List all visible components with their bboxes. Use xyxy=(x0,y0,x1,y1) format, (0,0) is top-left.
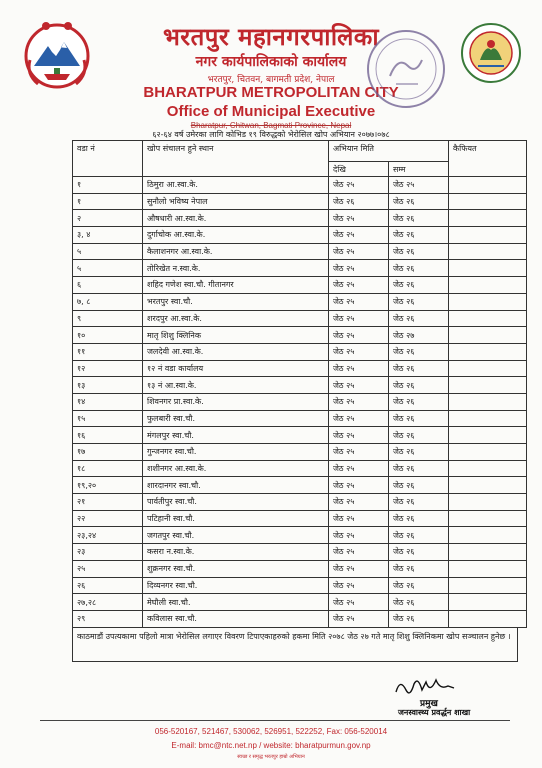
table-header-row xyxy=(73,141,527,162)
vaccination-schedule-table xyxy=(72,140,527,628)
cell-remarks xyxy=(449,277,527,294)
cell-to: जेठ २६ xyxy=(389,510,449,527)
signatory-department: जनस्वास्थ्य प्रवर्द्धन शाखा xyxy=(398,708,471,717)
cell-location: शारदानगर स्वा.चौ. xyxy=(143,477,329,494)
table-row xyxy=(73,227,527,244)
cell-location: भरतपुर स्वा.चौ. xyxy=(143,293,329,310)
cell-to: जेठ २६ xyxy=(389,444,449,461)
header-remarks: कैफियत xyxy=(449,141,527,177)
cell-ward: ७, ८ xyxy=(73,293,143,310)
address-nepali: भरतपुर, चितवन, बागमती प्रदेश, नेपाल xyxy=(207,75,335,85)
cell-from: जेठ २५ xyxy=(329,527,389,544)
cell-ward: २३,२४ xyxy=(73,527,143,544)
table-row xyxy=(73,510,527,527)
cell-from: जेठ २५ xyxy=(329,210,389,227)
cell-location: कसरा न.स्वा.के. xyxy=(143,544,329,561)
table-row xyxy=(73,594,527,611)
cell-to: जेठ २६ xyxy=(389,610,449,627)
cell-remarks xyxy=(449,510,527,527)
table-row xyxy=(73,393,527,410)
cell-ward: ११ xyxy=(73,343,143,360)
cell-from: जेठ २५ xyxy=(329,410,389,427)
cell-ward: १४ xyxy=(73,393,143,410)
cell-from: जेठ २५ xyxy=(329,343,389,360)
table-row xyxy=(73,527,527,544)
table-row xyxy=(73,177,527,194)
cell-location: दुर्गाचोक आ.स्वा.के. xyxy=(143,227,329,244)
cell-remarks xyxy=(449,594,527,611)
cell-from: जेठ २५ xyxy=(329,460,389,477)
cell-location: फुलबारी स्वा.चौ. xyxy=(143,410,329,427)
cell-ward: १ xyxy=(73,193,143,210)
cell-remarks xyxy=(449,544,527,561)
cell-to: जेठ २६ xyxy=(389,577,449,594)
cell-location: शिवनगर प्रा.स्वा.के. xyxy=(143,393,329,410)
table-row xyxy=(73,544,527,561)
cell-to: जेठ २६ xyxy=(389,544,449,561)
cell-location: शहिद गणेश स्वा.चौ. गीतानगर xyxy=(143,277,329,294)
table-row xyxy=(73,377,527,394)
cell-ward: १२ xyxy=(73,360,143,377)
cell-location: औषधारी आ.स्वा.के. xyxy=(143,210,329,227)
footer-email-website: E-mail: bmc@ntc.net.np / website: bharatpurmun.gov.np xyxy=(171,741,371,750)
cell-remarks xyxy=(449,227,527,244)
cell-location: १३ नं आ.स्वा.के. xyxy=(143,377,329,394)
cell-ward: १० xyxy=(73,327,143,344)
cell-location: १२ नं वडा कार्यालय xyxy=(143,360,329,377)
cell-location: तोरिखेत न.स्वा.के. xyxy=(143,260,329,277)
cell-remarks xyxy=(449,477,527,494)
cell-from: जेठ २५ xyxy=(329,310,389,327)
cell-from: जेठ २५ xyxy=(329,260,389,277)
address-english: Bharatpur, Chitwan, Bagmati Province, Nepal xyxy=(190,121,352,130)
cell-remarks xyxy=(449,177,527,194)
cell-to: जेठ २६ xyxy=(389,477,449,494)
cell-remarks xyxy=(449,577,527,594)
campaign-subtitle: ६२-६४ वर्ष उमेरका लागि कोभिड १९ विरुद्धको भेरोसिल खोप अभियान २०७७।०७८ xyxy=(152,130,390,139)
cell-to: जेठ २६ xyxy=(389,293,449,310)
cell-remarks xyxy=(449,427,527,444)
org-title-nepali: भरतपुर महानगरपालिका xyxy=(162,22,380,51)
table-row xyxy=(73,343,527,360)
cell-remarks xyxy=(449,243,527,260)
org-title-english: BHARATPUR METROPOLITAN CITY xyxy=(143,84,399,101)
cell-location: मातृ शिशु क्लिनिक xyxy=(143,327,329,344)
cell-to: जेठ २६ xyxy=(389,227,449,244)
cell-to: जेठ २६ xyxy=(389,393,449,410)
signatory-title: प्रमुख xyxy=(420,699,438,709)
cell-location: शशीनगर आ.स्वा.के. xyxy=(143,460,329,477)
table-row xyxy=(73,460,527,477)
table-row xyxy=(73,310,527,327)
cell-ward: २२ xyxy=(73,510,143,527)
cell-ward: ३, ४ xyxy=(73,227,143,244)
header-location: खोप संचालन हुने स्थान xyxy=(143,141,329,177)
office-title-english: Office of Municipal Executive xyxy=(166,103,376,120)
cell-remarks xyxy=(449,193,527,210)
cell-from: जेठ २५ xyxy=(329,560,389,577)
office-stamp-icon xyxy=(362,26,450,112)
cell-remarks xyxy=(449,310,527,327)
cell-ward: १८ xyxy=(73,460,143,477)
cell-to: जेठ २६ xyxy=(389,560,449,577)
cell-from: जेठ २५ xyxy=(329,360,389,377)
header-from: देखि xyxy=(329,162,389,177)
cell-remarks xyxy=(449,410,527,427)
table-row xyxy=(73,560,527,577)
cell-location: शुक्रनगर स्वा.चौ. xyxy=(143,560,329,577)
cell-from: जेठ २५ xyxy=(329,177,389,194)
table-row xyxy=(73,243,527,260)
cell-remarks xyxy=(449,527,527,544)
cell-location: कैलाशनगर आ.स्वा.के. xyxy=(143,243,329,260)
cell-to: जेठ २६ xyxy=(389,243,449,260)
cell-ward: ६ xyxy=(73,277,143,294)
cell-location: कविलास स्वा.चौ. xyxy=(143,610,329,627)
table-row xyxy=(73,577,527,594)
cell-location: जगतपुर स्वा.चौ. xyxy=(143,527,329,544)
cell-from: जेठ २६ xyxy=(329,193,389,210)
cell-ward: २३ xyxy=(73,544,143,561)
cell-ward: ५ xyxy=(73,243,143,260)
cell-to: जेठ २६ xyxy=(389,377,449,394)
table-row xyxy=(73,494,527,511)
cell-location: ठिमुरा आ.स्वा.के. xyxy=(143,177,329,194)
cell-location: मंगलपुर स्वा.चौ. xyxy=(143,427,329,444)
cell-from: जेठ २५ xyxy=(329,227,389,244)
cell-remarks xyxy=(449,210,527,227)
cell-remarks xyxy=(449,494,527,511)
metropolitan-seal-icon xyxy=(460,22,522,84)
cell-remarks xyxy=(449,343,527,360)
cell-location: पटिहानी स्वा.चौ. xyxy=(143,510,329,527)
cell-ward: २७,२८ xyxy=(73,594,143,611)
table-row xyxy=(73,360,527,377)
cell-ward: २५ xyxy=(73,560,143,577)
cell-remarks xyxy=(449,460,527,477)
cell-ward: ५ xyxy=(73,260,143,277)
table-row xyxy=(73,293,527,310)
cell-from: जेठ २५ xyxy=(329,510,389,527)
cell-location: दिव्यनगर स्वा.चौ. xyxy=(143,577,329,594)
cell-to: जेठ २७ xyxy=(389,327,449,344)
table-row xyxy=(73,610,527,627)
cell-ward: १३ xyxy=(73,377,143,394)
table-row xyxy=(73,477,527,494)
cell-to: जेठ २६ xyxy=(389,410,449,427)
cell-ward: १९,२० xyxy=(73,477,143,494)
cell-from: जेठ २५ xyxy=(329,477,389,494)
cell-from: जेठ २५ xyxy=(329,544,389,561)
table-row xyxy=(73,327,527,344)
table-row xyxy=(73,260,527,277)
header-date: अभियान मिति xyxy=(329,141,449,162)
office-title-nepali: नगर कार्यपालिकाको कार्यालय xyxy=(195,54,347,70)
cell-remarks xyxy=(449,377,527,394)
cell-remarks xyxy=(449,260,527,277)
cell-from: जेठ २५ xyxy=(329,377,389,394)
cell-remarks xyxy=(449,360,527,377)
cell-location: सुनौलो भविष्य नेपाल xyxy=(143,193,329,210)
cell-to: जेठ २५ xyxy=(389,177,449,194)
cell-ward: २६ xyxy=(73,577,143,594)
cell-from: जेठ २५ xyxy=(329,243,389,260)
cell-ward: २१ xyxy=(73,494,143,511)
cell-from: जेठ २५ xyxy=(329,393,389,410)
cell-to: जेठ २६ xyxy=(389,343,449,360)
header-to: सम्म xyxy=(389,162,449,177)
table-row xyxy=(73,277,527,294)
cell-from: जेठ २५ xyxy=(329,293,389,310)
cell-location: पार्वतीपुर स्वा.चौ. xyxy=(143,494,329,511)
cell-to: जेठ २६ xyxy=(389,260,449,277)
cell-from: जेठ २५ xyxy=(329,327,389,344)
cell-from: जेठ २५ xyxy=(329,277,389,294)
cell-location: जलदेवी आ.स्वा.के. xyxy=(143,343,329,360)
cell-remarks xyxy=(449,327,527,344)
cell-ward: १६ xyxy=(73,427,143,444)
cell-location: गुन्जनगर स्वा.चौ. xyxy=(143,444,329,461)
cell-ward: १ xyxy=(73,177,143,194)
cell-to: जेठ २६ xyxy=(389,277,449,294)
cell-ward: २९ xyxy=(73,610,143,627)
cell-remarks xyxy=(449,610,527,627)
cell-location: शरदपुर आ.स्वा.के. xyxy=(143,310,329,327)
footer-tagline: स्वच्छ र समृद्ध भरतपुर हाम्रो अभियान xyxy=(237,754,305,760)
cell-to: जेठ २६ xyxy=(389,460,449,477)
footnote: काठमाडौं उपत्यकामा पहिलो मात्रा भेरोसिल लगाएर विवरण टिपाएकाहरुको हकमा मिति २०७८ जेठ २७ गते मातृ शिशु क्लिनिकमा खोप सञ्चालन हुनेछ । xyxy=(72,628,518,662)
table-row xyxy=(73,193,527,210)
cell-ward: १५ xyxy=(73,410,143,427)
cell-remarks xyxy=(449,393,527,410)
cell-from: जेठ २५ xyxy=(329,427,389,444)
cell-to: जेठ २६ xyxy=(389,594,449,611)
cell-from: जेठ २५ xyxy=(329,444,389,461)
table-row xyxy=(73,410,527,427)
cell-to: जेठ २६ xyxy=(389,210,449,227)
cell-to: जेठ २६ xyxy=(389,360,449,377)
cell-to: जेठ २६ xyxy=(389,193,449,210)
cell-from: जेठ २५ xyxy=(329,594,389,611)
table-row xyxy=(73,427,527,444)
cell-to: जेठ २६ xyxy=(389,494,449,511)
cell-from: जेठ २५ xyxy=(329,494,389,511)
cell-to: जेठ २६ xyxy=(389,427,449,444)
cell-from: जेठ २५ xyxy=(329,577,389,594)
cell-from: जेठ २५ xyxy=(329,610,389,627)
cell-ward: २ xyxy=(73,210,143,227)
table-row xyxy=(73,444,527,461)
cell-location: मेघौली स्वा.चौ. xyxy=(143,594,329,611)
table-row xyxy=(73,210,527,227)
cell-remarks xyxy=(449,560,527,577)
cell-to: जेठ २६ xyxy=(389,527,449,544)
cell-ward: १७ xyxy=(73,444,143,461)
footer-divider xyxy=(40,720,510,721)
cell-remarks xyxy=(449,444,527,461)
cell-to: जेठ २६ xyxy=(389,310,449,327)
cell-ward: ९ xyxy=(73,310,143,327)
cell-remarks xyxy=(449,293,527,310)
header-ward: वडा नं xyxy=(73,141,143,177)
footer-phones: 056-520167, 521467, 530062, 526951, 522252, Fax: 056-520014 xyxy=(154,727,388,736)
